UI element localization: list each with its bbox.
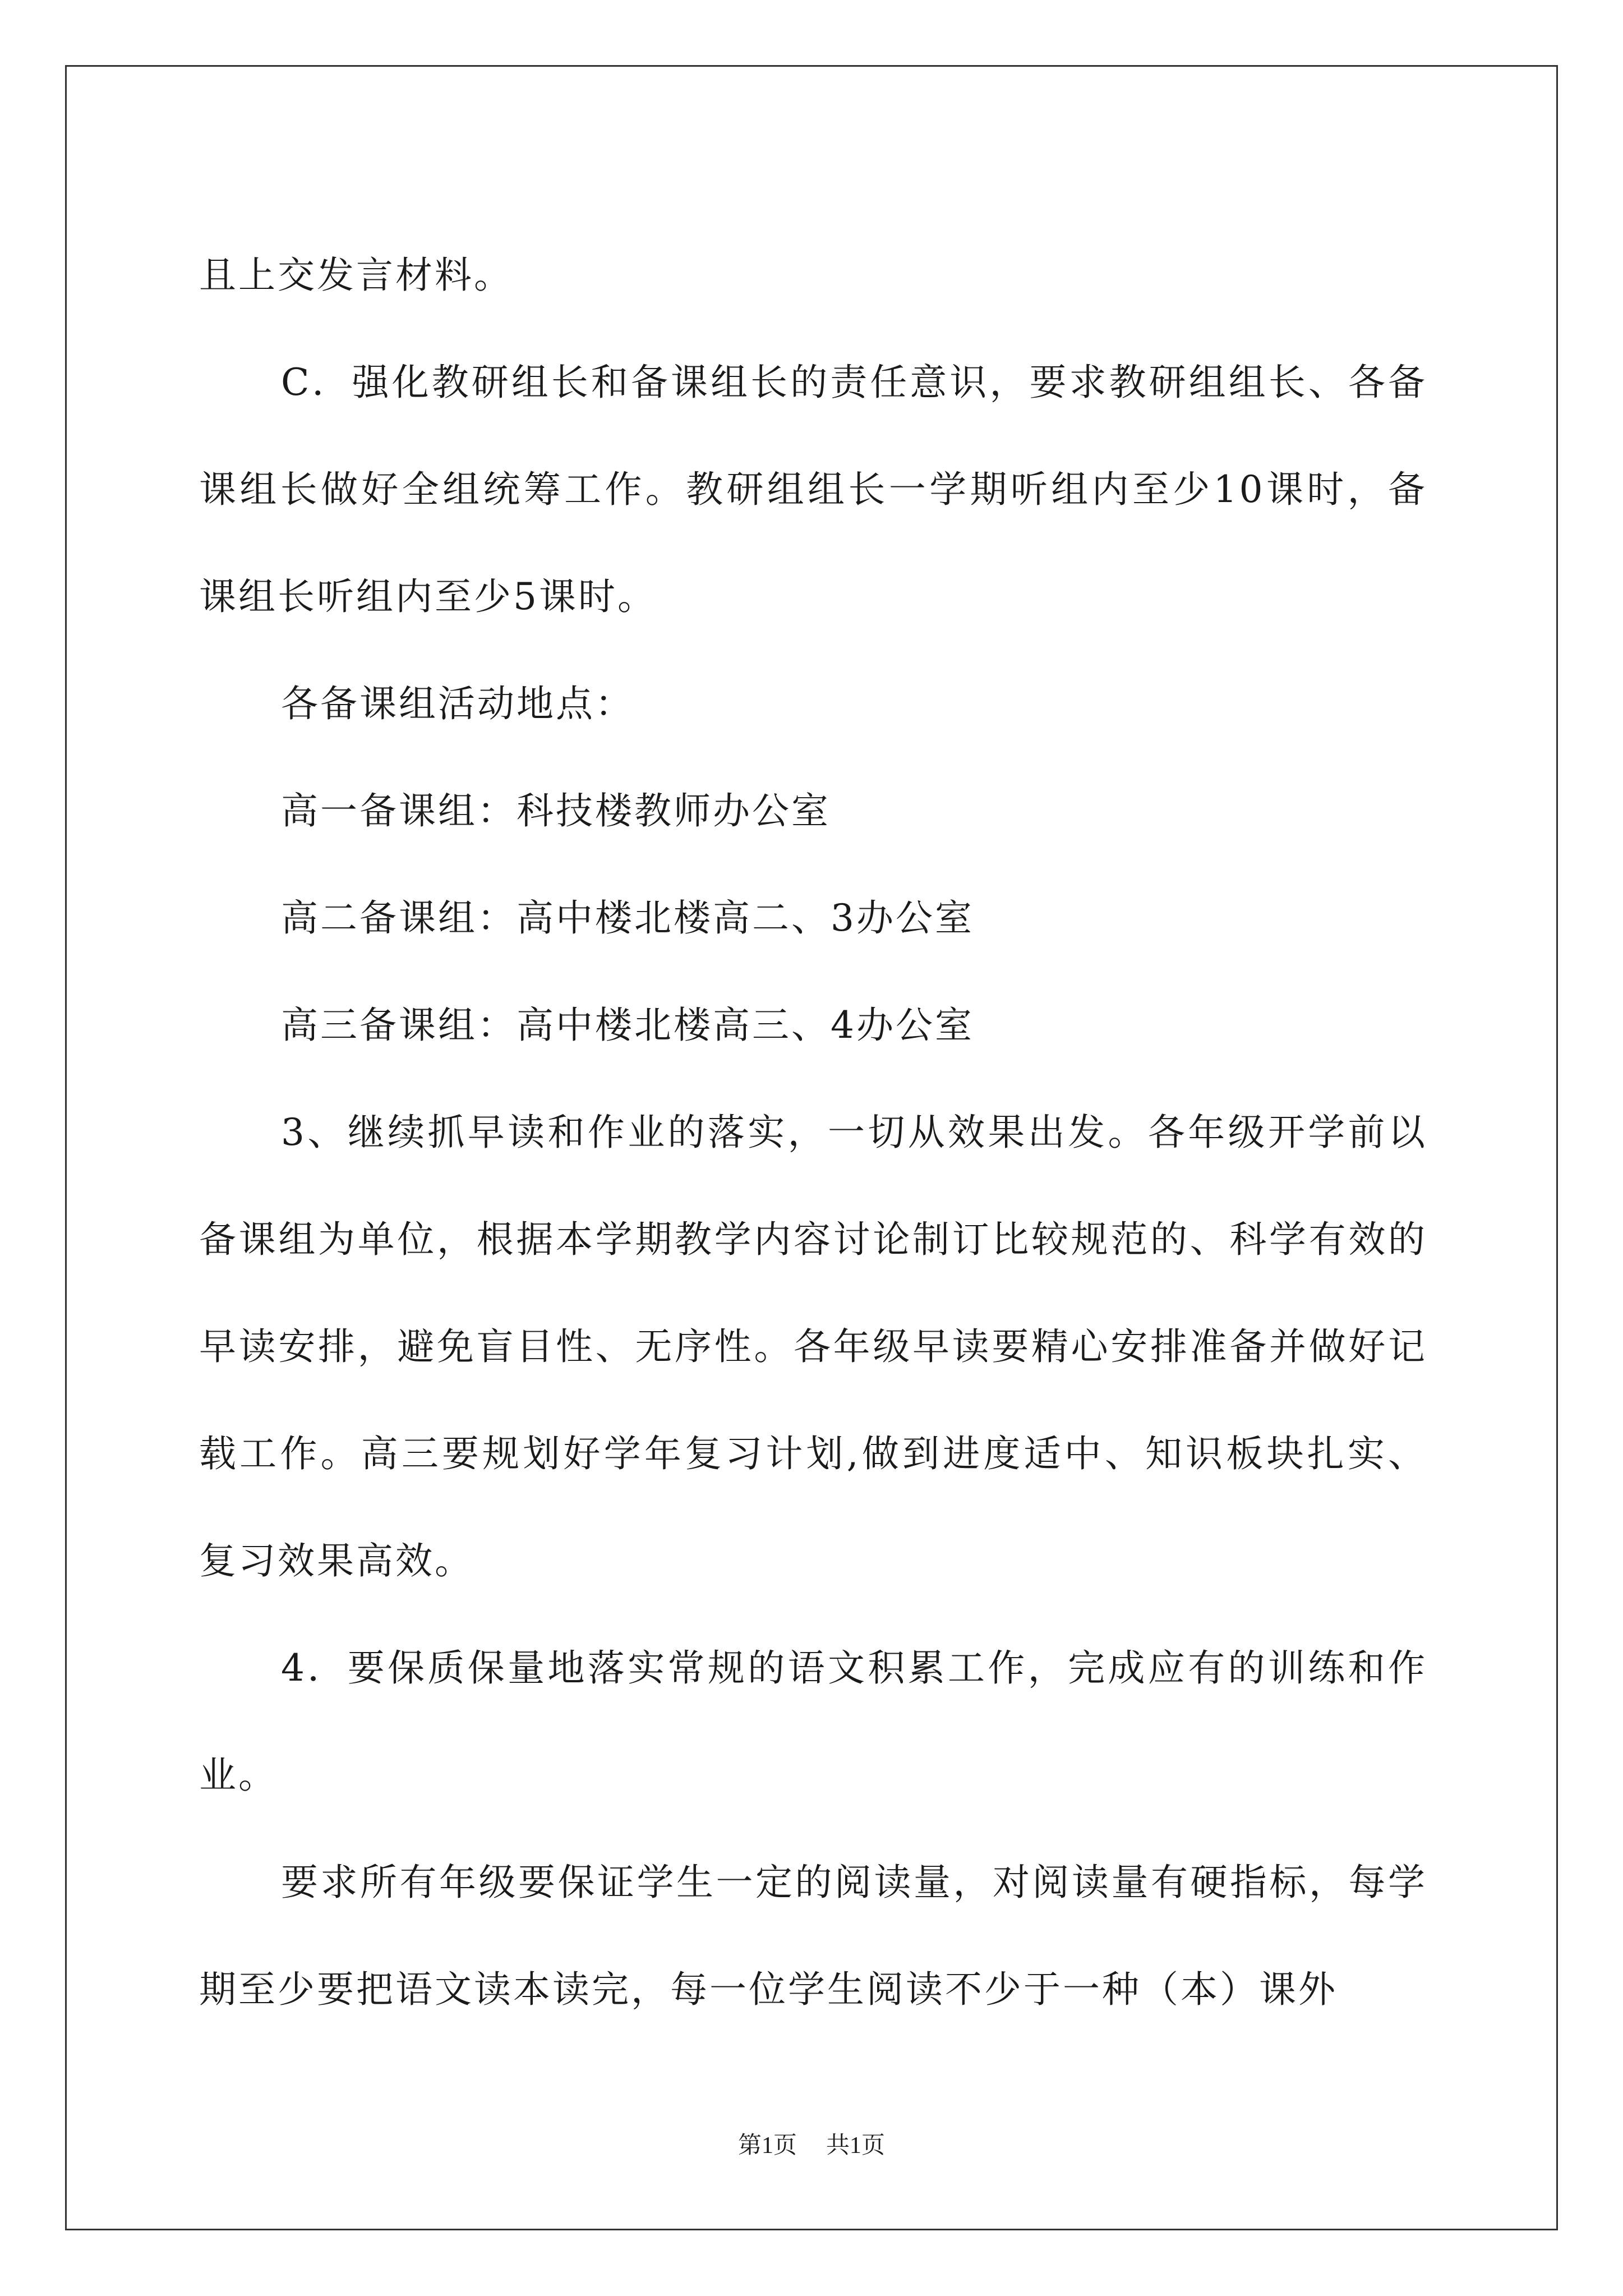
paragraph-7: 3、继续抓早读和作业的落实，一切从效果出发。各年级开学前以备课组为单位，根据本学期教学内容讨论制订比较规范的、科学有效的早读安排，避免盲目性、无序性。各年级早读要精心安排准备并做好记载工作。高三要规划好学年复习计划,做到进度适中、知识板块扎实、复习效果高效。 <box>199 1111 1427 1582</box>
paragraph-6: 高三备课组：高中楼北楼高三、4办公室 <box>281 1004 974 1047</box>
paragraph-8: 4．要保质保量地落实常规的语文积累工作，完成应有的训练和作业。 <box>199 1646 1427 1797</box>
paragraph-5: 高二备课组：高中楼北楼高二、3办公室 <box>281 896 974 940</box>
page-footer <box>0 2129 1623 2162</box>
paragraph-1: 且上交发言材料。 <box>199 254 513 297</box>
paragraph-4: 高一备课组：科技楼教师办公室 <box>281 789 831 832</box>
paragraph-3: 各备课组活动地点： <box>281 682 634 725</box>
document-body <box>199 222 1427 2043</box>
paragraph-2: C．强化教研组长和备课组长的责任意识，要求教研组组长、各备课组长做好全组统筹工作。教研组组长一学期听组内至少10课时，备课组长听组内至少5课时。 <box>199 361 1427 618</box>
page-number: 第1页 <box>737 2133 797 2159</box>
page-total: 共1页 <box>826 2133 886 2159</box>
paragraph-9: 要求所有年级要保证学生一定的阅读量，对阅读量有硬指标，每学期至少要把语文读本读完，每一位学生阅读不少于一种（本）课外 <box>199 1861 1427 2011</box>
